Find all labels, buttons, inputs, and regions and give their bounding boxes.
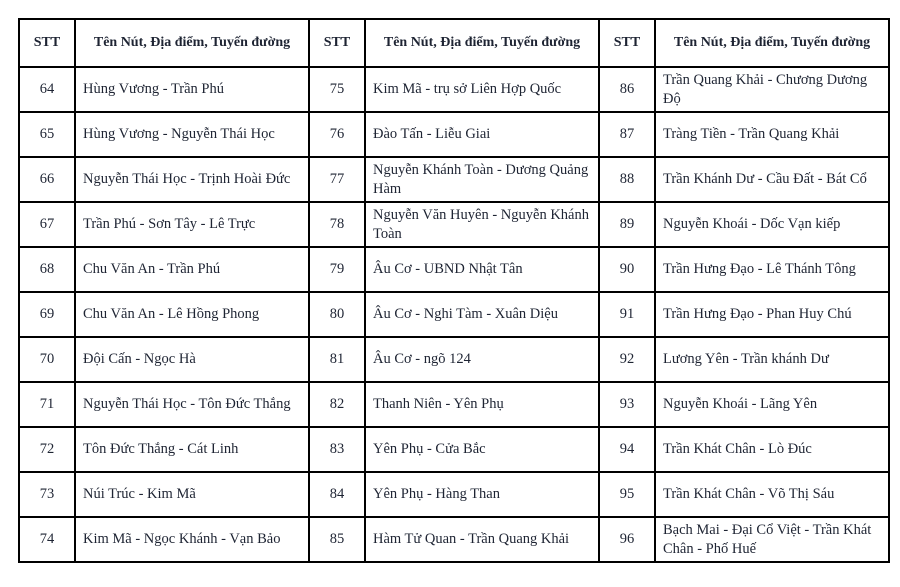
node-list-table-container <box>18 18 890 563</box>
name-cell: Lương Yên - Trần khánh Dư <box>655 337 889 382</box>
stt-cell: 83 <box>309 427 365 472</box>
stt-cell: 74 <box>19 517 75 562</box>
stt-cell: 86 <box>599 67 655 112</box>
node-list-table <box>18 18 890 563</box>
stt-cell: 95 <box>599 472 655 517</box>
name-cell: Nguyễn Khánh Toàn - Dương Quảng Hàm <box>365 157 599 202</box>
name-cell: Hùng Vương - Trần Phú <box>75 67 309 112</box>
stt-cell: 94 <box>599 427 655 472</box>
table-body <box>19 67 889 562</box>
column-header-stt-1: STT <box>19 19 75 67</box>
name-cell: Kim Mã - Ngọc Khánh - Vạn Bảo <box>75 517 309 562</box>
stt-cell: 92 <box>599 337 655 382</box>
stt-cell: 73 <box>19 472 75 517</box>
stt-cell: 69 <box>19 292 75 337</box>
stt-cell: 76 <box>309 112 365 157</box>
table-row <box>19 337 889 382</box>
name-cell: Đội Cấn - Ngọc Hà <box>75 337 309 382</box>
table-row <box>19 112 889 157</box>
stt-cell: 80 <box>309 292 365 337</box>
name-cell: Thanh Niên - Yên Phụ <box>365 382 599 427</box>
stt-cell: 72 <box>19 427 75 472</box>
stt-cell: 71 <box>19 382 75 427</box>
name-cell: Nguyễn Văn Huyên - Nguyễn Khánh Toàn <box>365 202 599 247</box>
header-row <box>19 19 889 67</box>
table-row <box>19 67 889 112</box>
name-cell: Kim Mã - trụ sở Liên Hợp Quốc <box>365 67 599 112</box>
name-cell: Nguyễn Thái Học - Tôn Đức Thắng <box>75 382 309 427</box>
name-cell: Yên Phụ - Cửa Bắc <box>365 427 599 472</box>
name-cell: Chu Văn An - Lê Hồng Phong <box>75 292 309 337</box>
name-cell: Trần Khát Chân - Lò Đúc <box>655 427 889 472</box>
stt-cell: 82 <box>309 382 365 427</box>
stt-cell: 81 <box>309 337 365 382</box>
table-row <box>19 247 889 292</box>
name-cell: Nguyễn Khoái - Dốc Vạn kiếp <box>655 202 889 247</box>
stt-cell: 66 <box>19 157 75 202</box>
name-cell: Tôn Đức Thắng - Cát Linh <box>75 427 309 472</box>
name-cell: Âu Cơ - UBND Nhật Tân <box>365 247 599 292</box>
name-cell: Âu Cơ - ngõ 124 <box>365 337 599 382</box>
stt-cell: 87 <box>599 112 655 157</box>
name-cell: Trần Quang Khải - Chương Dương Độ <box>655 67 889 112</box>
column-header-stt-3: STT <box>599 19 655 67</box>
stt-cell: 96 <box>599 517 655 562</box>
name-cell: Nguyễn Thái Học - Trịnh Hoài Đức <box>75 157 309 202</box>
name-cell: Núi Trúc - Kim Mã <box>75 472 309 517</box>
stt-cell: 77 <box>309 157 365 202</box>
name-cell: Chu Văn An - Trần Phú <box>75 247 309 292</box>
table-row <box>19 202 889 247</box>
name-cell: Hàm Tử Quan - Trần Quang Khải <box>365 517 599 562</box>
stt-cell: 79 <box>309 247 365 292</box>
name-cell: Âu Cơ - Nghi Tàm - Xuân Diệu <box>365 292 599 337</box>
column-header-name-2: Tên Nút, Địa điểm, Tuyến đường <box>365 19 599 67</box>
name-cell: Trần Hưng Đạo - Phan Huy Chú <box>655 292 889 337</box>
name-cell: Tràng Tiền - Trần Quang Khải <box>655 112 889 157</box>
name-cell: Nguyễn Khoái - Lãng Yên <box>655 382 889 427</box>
name-cell: Đào Tấn - Liễu Giai <box>365 112 599 157</box>
table-row <box>19 517 889 562</box>
name-cell: Bạch Mai - Đại Cổ Việt - Trần Khát Chân - Phố Huế <box>655 517 889 562</box>
table-row <box>19 427 889 472</box>
stt-cell: 64 <box>19 67 75 112</box>
column-header-name-1: Tên Nút, Địa điểm, Tuyến đường <box>75 19 309 67</box>
name-cell: Trần Khát Chân - Võ Thị Sáu <box>655 472 889 517</box>
stt-cell: 70 <box>19 337 75 382</box>
name-cell: Trần Hưng Đạo - Lê Thánh Tông <box>655 247 889 292</box>
name-cell: Trần Khánh Dư - Cầu Đất - Bát Cổ <box>655 157 889 202</box>
stt-cell: 93 <box>599 382 655 427</box>
stt-cell: 90 <box>599 247 655 292</box>
name-cell: Trần Phú - Sơn Tây - Lê Trực <box>75 202 309 247</box>
name-cell: Yên Phụ - Hàng Than <box>365 472 599 517</box>
stt-cell: 75 <box>309 67 365 112</box>
stt-cell: 88 <box>599 157 655 202</box>
stt-cell: 91 <box>599 292 655 337</box>
stt-cell: 89 <box>599 202 655 247</box>
column-header-name-3: Tên Nút, Địa điểm, Tuyến đường <box>655 19 889 67</box>
stt-cell: 67 <box>19 202 75 247</box>
stt-cell: 85 <box>309 517 365 562</box>
table-row <box>19 292 889 337</box>
table-header <box>19 19 889 67</box>
stt-cell: 68 <box>19 247 75 292</box>
table-row <box>19 157 889 202</box>
table-row <box>19 472 889 517</box>
stt-cell: 65 <box>19 112 75 157</box>
column-header-stt-2: STT <box>309 19 365 67</box>
stt-cell: 84 <box>309 472 365 517</box>
stt-cell: 78 <box>309 202 365 247</box>
table-row <box>19 382 889 427</box>
name-cell: Hùng Vương - Nguyễn Thái Học <box>75 112 309 157</box>
